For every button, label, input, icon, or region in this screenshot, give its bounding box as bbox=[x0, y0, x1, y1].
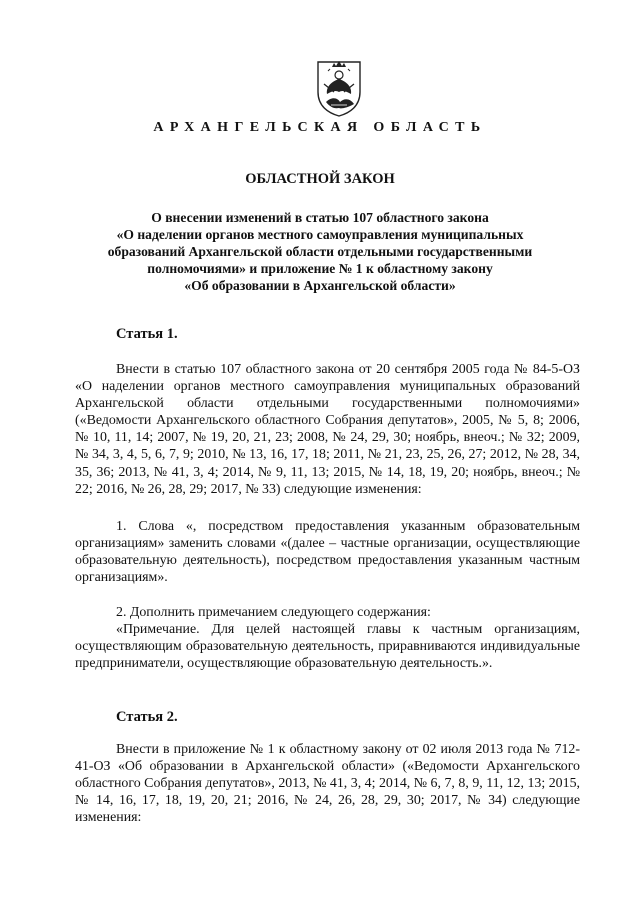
region-name: АРХАНГЕЛЬСКАЯ ОБЛАСТЬ bbox=[153, 120, 487, 135]
article-2-heading: Статья 2. bbox=[116, 709, 178, 725]
law-title-line: полномочиями» и приложение № 1 к областному закону bbox=[147, 261, 493, 276]
law-title bbox=[0, 209, 640, 294]
article-1-heading: Статья 1. bbox=[116, 326, 178, 342]
paragraph-text: Внести в статью 107 областного закона от 20 сентября 2005 года № 84-5-ОЗ «О наделении органов местного самоуправления муниципальных образований Архангельской области отдельными государственными полномочиями» («Ведомости Архангельского областного Собрания депутатов», 2005, № 5, 8; 2006, № 10, 11, 14; 2007, № 19, 20, 21, 23; 2008, № 24, 29, 30; ноябрь, внеоч.; № 32; 2009, № 34, 3, 4, 5, 6, 7, 9; 2010, № 13, 16, 17, 18; 2011, № 21, 23, 25, 26, 27; 2012, № 28, 34, 35, 36; 2013, № 41, 3, 4; 2014, № 9, 11, 13; 2015, № 14, 18, 19, 20; ноябрь, внеоч.; № 22; 2016, № 26, 28, 29; 2017, № 33) следующие изменения: bbox=[75, 362, 580, 497]
paragraph-text: 1. Слова «, посредством предоставления указанным образовательным организациям» заменить словами «(далее – частные организации, осуществляющие образовательную деятельность), посредством предоставления указанным частным организациям». bbox=[75, 519, 580, 586]
law-title-line: О внесении изменений в статью 107 областного закона bbox=[151, 210, 489, 225]
article-1-item-2 bbox=[75, 604, 580, 672]
article-1-item-1 bbox=[75, 518, 580, 586]
law-title-line: образований Архангельской области отдельными государственными bbox=[107, 244, 533, 259]
note-text: «Примечание. Для целей настоящей главы к частным организациям, осуществляющим образовательную деятельность, приравниваются индивидуальные предприниматели, осуществляющие образовательную деятельность.». bbox=[75, 622, 580, 672]
law-title-line: «Об образовании в Архангельской области» bbox=[184, 278, 456, 293]
law-type: ОБЛАСТНОЙ ЗАКОН bbox=[245, 171, 395, 187]
article-2-intro bbox=[75, 741, 580, 826]
article-1-intro bbox=[75, 361, 580, 498]
coat-of-arms-emblem bbox=[314, 58, 364, 118]
paragraph-text: Внести в приложение № 1 к областному закону от 02 июля 2013 года № 712-41-ОЗ «Об образовании в Архангельской области» («Ведомости Архангельского областного Собрания депутатов», 2013, № 41, 3, 4; 2014, № 6, 7, 8, 9, 11, 12, 13; 2015, № 14, 16, 17, 18, 19, 20, 21; 2016, № 24, 26, 28, 29, 30; 2017, № 34) следующие изменения: bbox=[75, 742, 580, 826]
paragraph-text: 2. Дополнить примечанием следующего содержания: bbox=[116, 605, 431, 620]
law-title-line: «О наделении органов местного самоуправления муниципальных bbox=[116, 227, 524, 242]
